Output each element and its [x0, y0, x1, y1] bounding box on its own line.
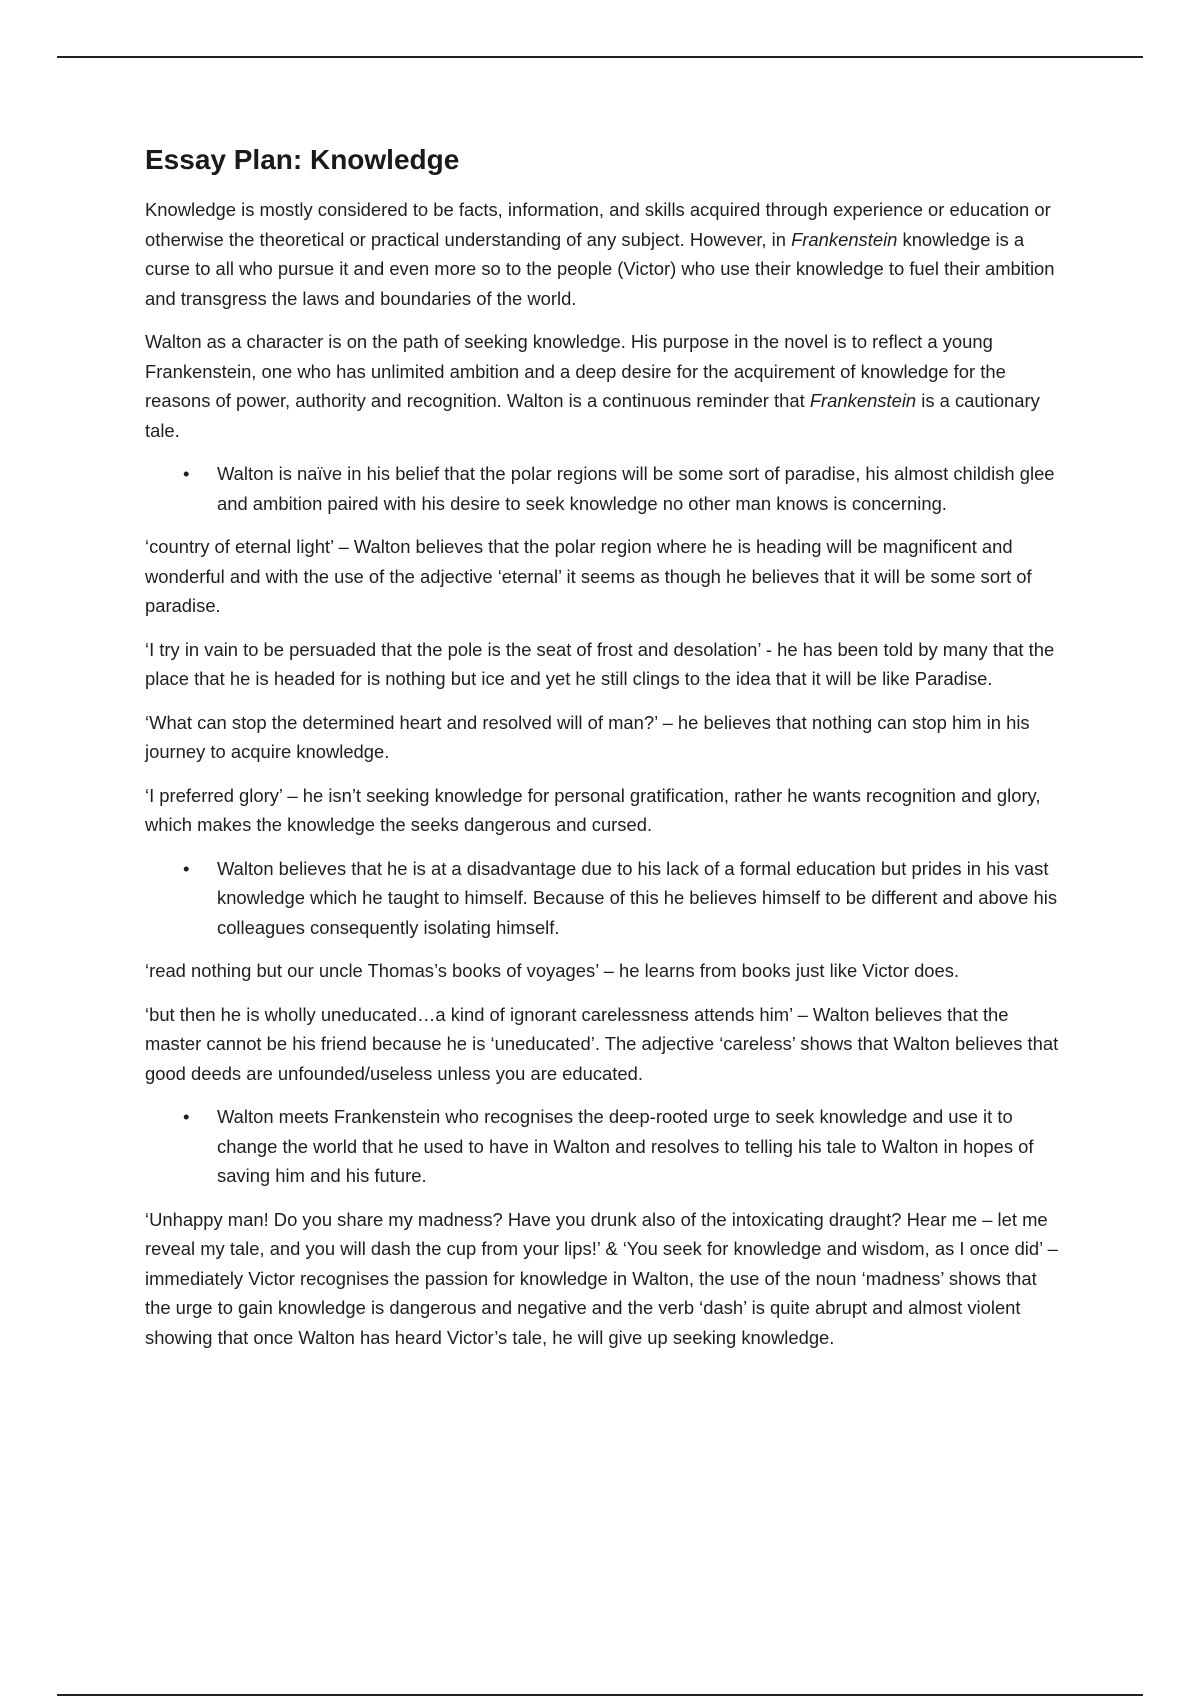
list-item	[183, 459, 1060, 518]
quote-paragraph: ‘I preferred glory’ – he isn’t seeking knowledge for personal gratification, rather he wants recognition and glory, which makes the knowledge the seeks dangerous and cursed.	[145, 784, 1041, 836]
bullet-text: Walton meets Frankenstein who recognises the deep-rooted urge to seek knowledge and use it to change the world that he used to have in Walton and resolves to telling his tale to Walton in hopes of saving him and his future.	[217, 1106, 1034, 1187]
intro-text-2: knowledge is a curse to all who pursue it and even more so to the people (Victor) who use their knowledge to fuel their ambition and transgress the laws and boundaries of the world.	[145, 228, 1055, 309]
bullet-list	[145, 854, 1060, 943]
document-body	[145, 140, 1060, 1366]
bullet-icon: •	[183, 463, 190, 485]
intro-paragraph	[145, 195, 1060, 313]
quote-paragraph: ‘Unhappy man! Do you share my madness? Have you drunk also of the intoxicating draught? Hear me – let me reveal my tale, and you will dash the cup from your lips!’ & ‘You seek for knowledge and wisdom, as I once did’ – immediately Victor recognises the passion for knowledge in Walton, the use of the noun ‘madness’ shows that the urge to gain knowledge is dangerous and negative and the verb ‘dash’ is quite abrupt and almost violent showing that once Walton has heard Victor’s tale, he will give up seeking knowledge.	[145, 1208, 1058, 1348]
footer-rule	[57, 1694, 1143, 1696]
quote-paragraph: ‘What can stop the determined heart and resolved will of man?’ – he believes that nothing can stop him in his journey to acquire knowledge.	[145, 711, 1030, 763]
quote-paragraph: ‘read nothing but our uncle Thomas’s books of voyages’ – he learns from books just like Victor does.	[145, 960, 960, 982]
bullet-list	[145, 1102, 1060, 1191]
list-item	[183, 1102, 1060, 1191]
intro-book-title: Frankenstein	[791, 228, 898, 250]
walton-paragraph	[145, 327, 1060, 445]
bullet-text: Walton is naïve in his belief that the polar regions will be some sort of paradise, his almost childish glee and ambition paired with his desire to seek knowledge no other man knows is concerning.	[217, 463, 1055, 514]
quote-paragraph: ‘but then he is wholly uneducated…a kind of ignorant carelessness attends him’ – Walton believes that the master cannot be his friend because he is ‘uneducated’. The adjective ‘careless’ shows that Walton believes that good deeds are unfounded/useless unless you are educated.	[145, 1003, 1059, 1084]
page-title: Essay Plan: Knowledge	[145, 144, 460, 175]
intro-text-1: Knowledge is mostly considered to be facts, information, and skills acquired through experience or education or otherwise the theoretical or practical understanding of any subject. However, in	[145, 199, 1051, 250]
walton-text-1: Walton as a character is on the path of seeking knowledge. His purpose in the novel is to reflect a young Frankenstein, one who has unlimited ambition and a deep desire for the acquirement of knowledge for the reasons of power, authority and recognition. Walton is a continuous reminder that	[145, 331, 1006, 412]
bullet-list	[145, 459, 1060, 518]
walton-text-2: is a cautionary tale.	[145, 390, 1040, 441]
walton-book-title: Frankenstein	[809, 390, 917, 412]
quote-paragraph: ‘I try in vain to be persuaded that the pole is the seat of frost and desolation’ - he has been told by many that the place that he is headed for is nothing but ice and yet he still clings to the idea that it will be like Paradise.	[145, 638, 1055, 690]
list-item	[183, 854, 1060, 943]
header-rule	[57, 56, 1143, 58]
quote-paragraph: ‘country of eternal light’ – Walton believes that the polar region where he is heading will be magnificent and wonderful and with the use of the adjective ‘eternal’ it seems as though he believes that it will be some sort of paradise.	[145, 536, 1032, 617]
bullet-text: Walton believes that he is at a disadvantage due to his lack of a formal education but prides in his vast knowledge which he taught to himself. Because of this he believes himself to be different and above his colleagues consequently isolating himself.	[217, 857, 1058, 938]
bullet-icon: •	[183, 1106, 190, 1128]
bullet-icon: •	[183, 857, 190, 879]
